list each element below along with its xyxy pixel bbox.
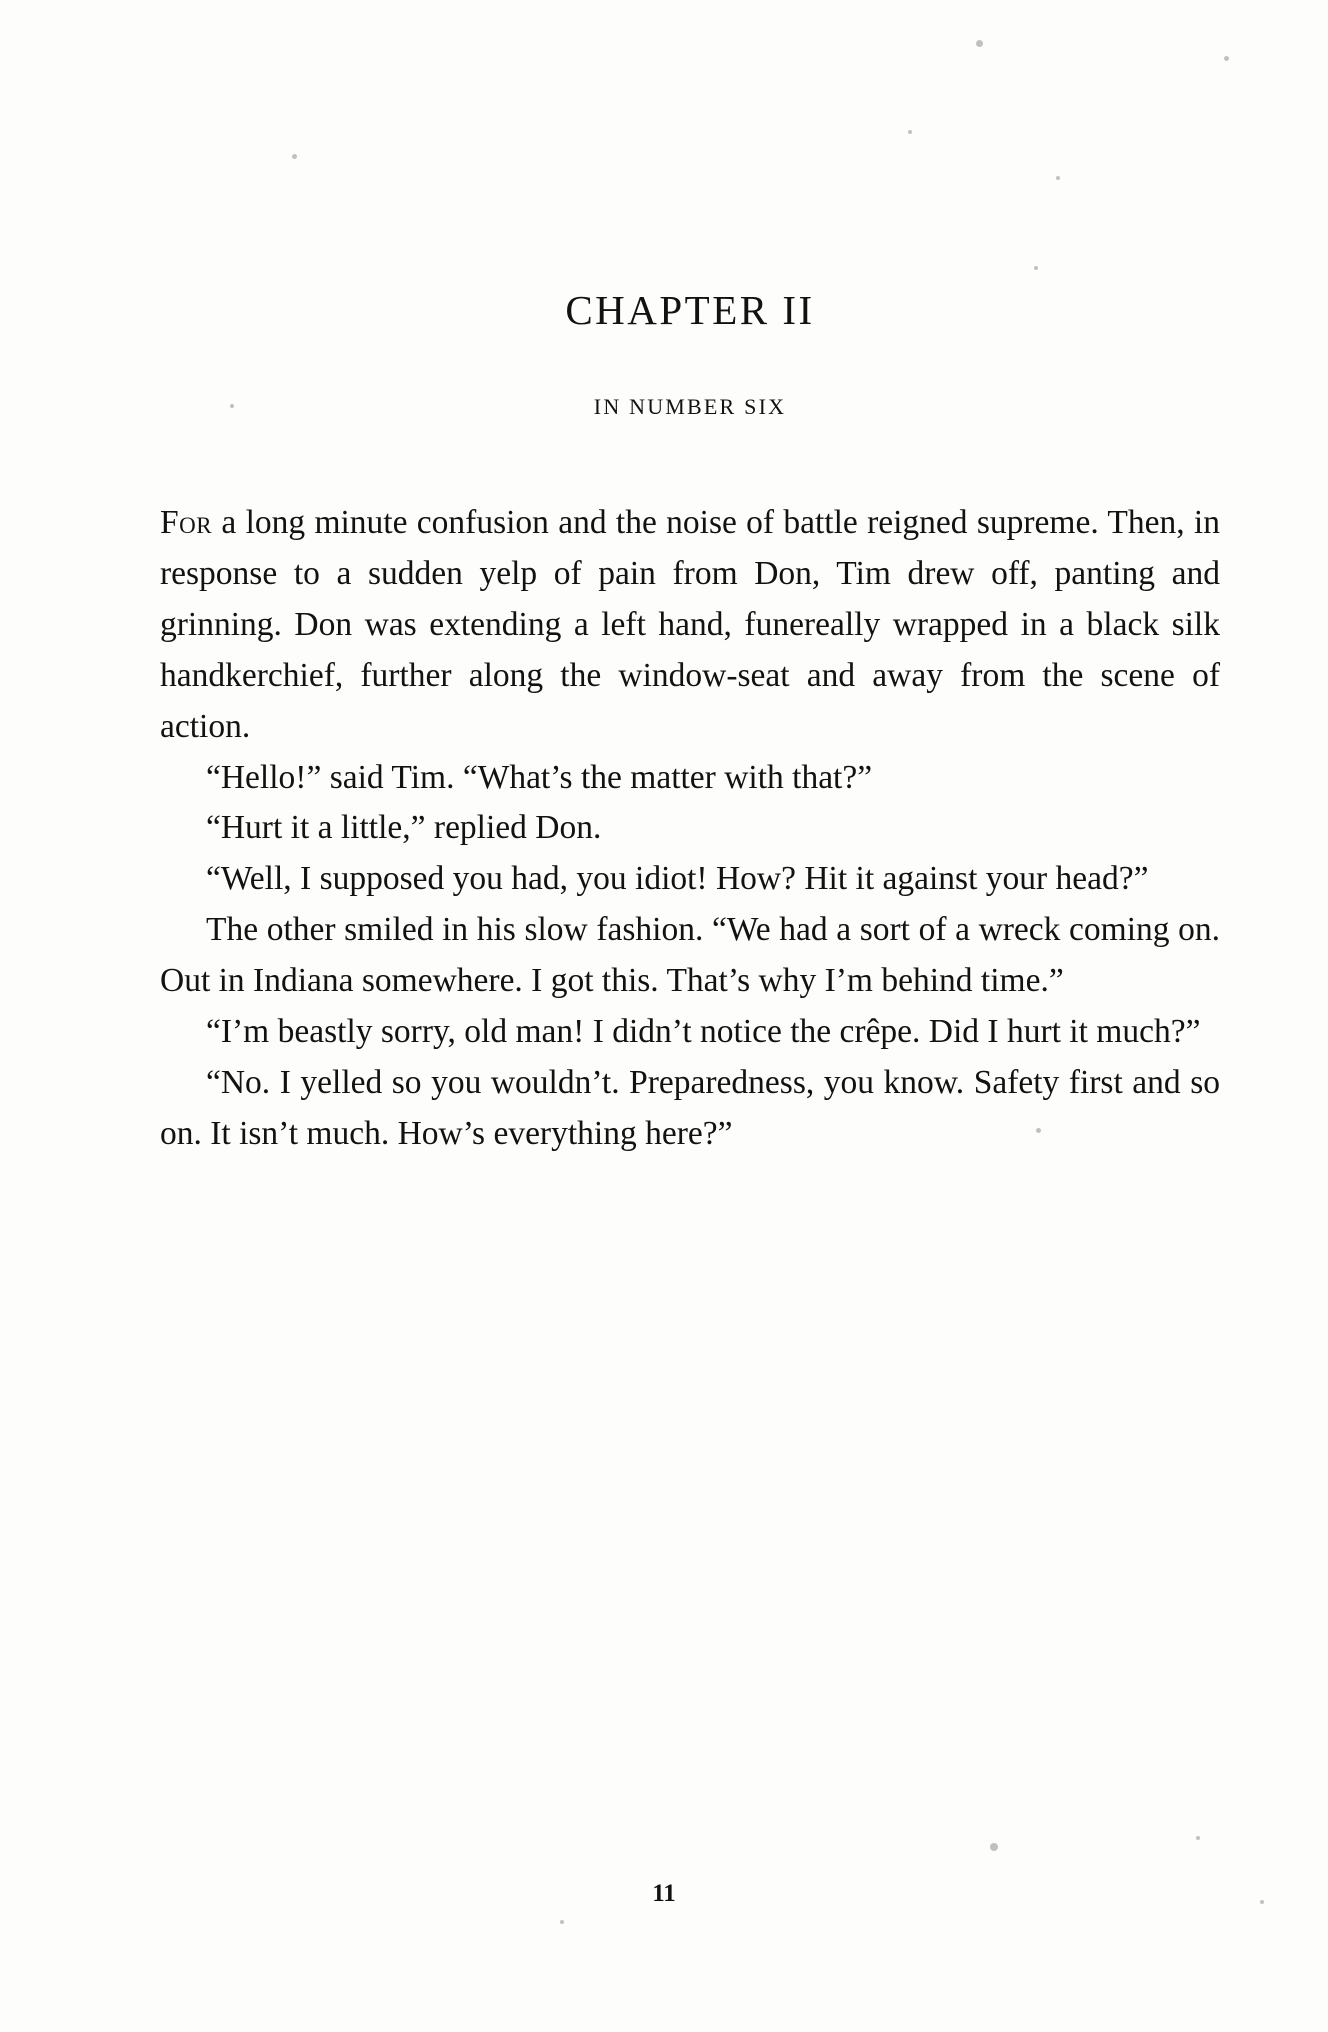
- paragraph-4: “Well, I supposed you had, you idiot! How? Hit it against your head?”: [206, 860, 1149, 898]
- page-number: 11: [652, 1880, 676, 1907]
- paragraph-3: “Hurt it a little,” replied Don.: [206, 809, 602, 847]
- scan-speck: [990, 1843, 998, 1851]
- chapter-subtitle: IN NUMBER SIX: [593, 394, 787, 419]
- scan-speck: [976, 40, 983, 47]
- scan-speck: [560, 1920, 564, 1924]
- scan-speck: [1034, 266, 1038, 270]
- paragraph-5: The other smiled in his slow fashion. “We had a sort of a wreck coming on. Out in Indiana somewhere. I got this. That’s why I’m behind time.”: [160, 911, 1220, 1000]
- scan-speck: [292, 154, 297, 159]
- paragraph-2: “Hello!” said Tim. “What’s the matter with that?”: [206, 758, 873, 796]
- paragraph-1-text: a long minute confusion and the noise of battle reigned supreme. Then, in response to a sudden yelp of pain from Don, Tim drew off, panting and grinning. Don was extending a left hand, funereally wrapped in a black silk handkerchief, further along the window-seat and away from the scene of action.: [160, 504, 1220, 745]
- paragraph-1: [160, 498, 1220, 753]
- scan-speck: [1196, 1836, 1200, 1840]
- page-text-block: [160, 286, 1220, 1160]
- paragraph-6: “I’m beastly sorry, old man! I didn’t notice the crêpe. Did I hurt it much?”: [206, 1013, 1201, 1051]
- scan-speck: [1224, 56, 1229, 61]
- scan-speck: [1056, 176, 1060, 180]
- paragraph-7: “No. I yelled so you wouldn’t. Preparedness, you know. Safety first and so on. It isn’t much. How’s everything here?”: [160, 1063, 1220, 1152]
- scan-speck: [908, 130, 912, 134]
- paragraph-1-lead-smallcaps: For: [160, 504, 213, 541]
- chapter-title: CHAPTER II: [565, 287, 815, 333]
